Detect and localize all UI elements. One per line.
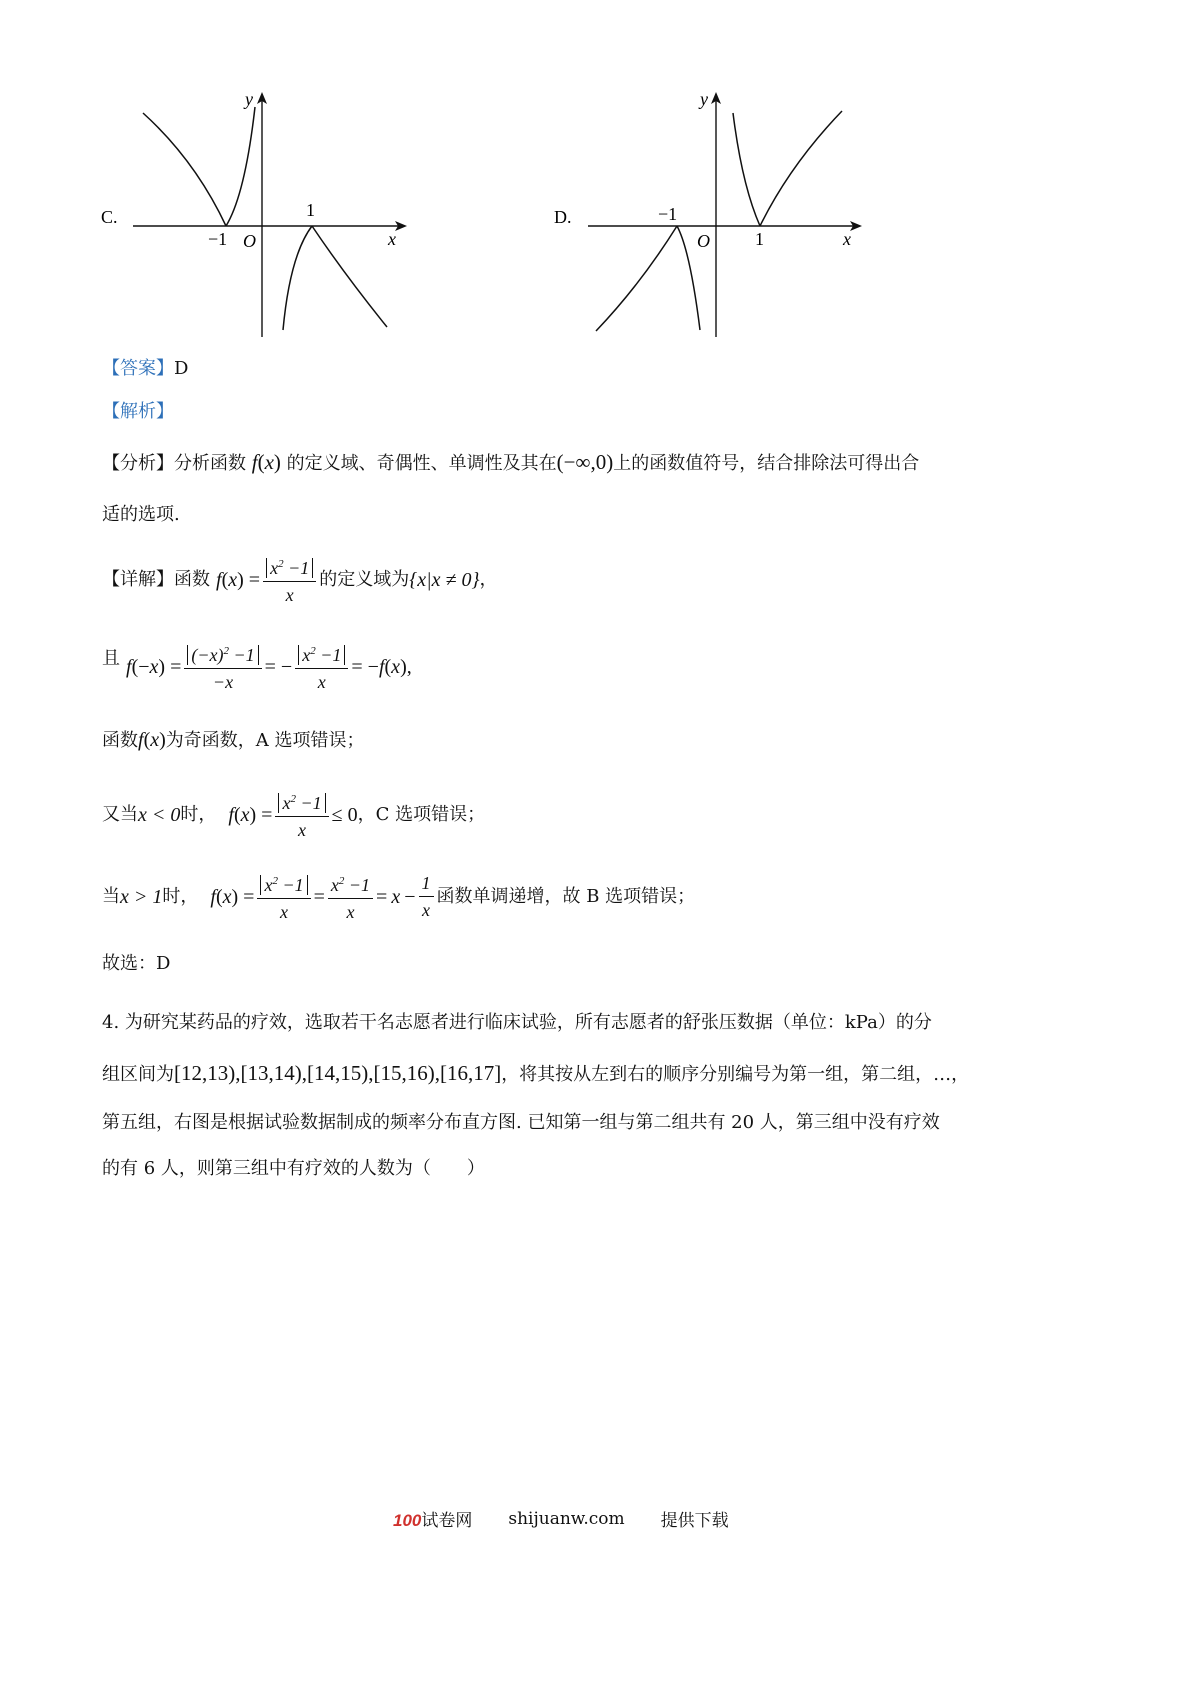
detail-line4-prefix: 又当 — [102, 803, 138, 825]
footer-site[interactable]: shijuanw.com — [508, 1508, 625, 1529]
detail-line4-suffix: ，C 选项错误； — [357, 803, 486, 825]
q4-line-3: 第五组，右图是根据试验数据制成的频率分布直方图. 已知第一组与第二组共有 20 人，第三组中没有疗效 — [102, 1112, 940, 1133]
detail-domain: {x|x ≠ 0} — [409, 568, 480, 591]
graph-c-label: C. — [101, 207, 118, 227]
fenxi-interval: (−∞,0) — [556, 450, 614, 474]
fenxi-tag: 【分析】 — [102, 453, 174, 474]
detail-line-1: 【详解】 函数 f ( x ) = $\frac{x^2 -1}{x}$ 的定义域为 {x|x ≠ 0} ， — [102, 553, 497, 606]
detail-line5-prefix: 当 — [102, 885, 120, 907]
detail-fraction-3: $\frac{x^2 -1}{x}$ — [295, 640, 348, 693]
detail-tag: 【详解】 — [102, 568, 174, 590]
graph-d-tick-neg: −1 — [658, 204, 678, 224]
fenxi-text-3: 上的函数值符号，结合排除法可得出合 — [613, 453, 920, 474]
q4-line2-suffix: ，将其按从左到右的顺序分别编号为第一组，第二组，…， — [501, 1064, 970, 1085]
detail-fraction-6: $\frac{x^2 -1}{x}$ — [328, 870, 373, 923]
detail-line4-cond: x < 0 — [138, 803, 181, 826]
detail-fraction-7: $\frac{1}{x}$ — [419, 872, 434, 921]
detail-line-4: 又当 x < 0 时， f ( x ) = $\frac{x^2 -1}{x}$ ≤ 0 ，C 选项错误； — [102, 788, 485, 841]
detail-line-5: 当 x > 1 时， f ( x ) = $\frac{x^2 -1}{x}$ = $\frac{x^2 -1}{x}$ = x − $\frac{1}{x}$ 函数单调递增，故 B 选项错误； — [102, 870, 695, 923]
detail-fraction-5: $\frac{x^2 -1}{x}$ — [257, 870, 310, 923]
detail-fraction-1: $\frac{x^2 -1}{x}$ — [263, 553, 316, 606]
detail-line5-time: 时， — [162, 885, 199, 907]
q4-line-4: 的有 6 人，则第三组中有疗效的人数为（ ） — [102, 1158, 485, 1179]
page-footer — [393, 1506, 729, 1531]
graph-d-tick-pos: 1 — [755, 229, 764, 249]
graph-d-origin: O — [697, 231, 710, 251]
graph-c-curve-right-outer — [312, 226, 387, 327]
fenxi-text-1: 分析函数 — [174, 453, 246, 474]
detail-line1-end: ， — [479, 568, 498, 590]
detail-line5-cond: x > 1 — [120, 885, 163, 908]
graph-c-curve-left-inner — [226, 107, 255, 226]
graph-c-y-label: y — [245, 89, 253, 109]
footer-logo — [393, 1506, 472, 1531]
detail-line-2: 且 f (− x ) = $\frac{(-x)^2 -1}{-x}$ = − $\frac{x^2 -1}{x}$ = − f ( x ), — [102, 640, 412, 693]
q4-line2-prefix: 组区间为 — [102, 1064, 174, 1085]
fenxi-text-2: 的定义域、奇偶性、单调性及其在 — [286, 453, 557, 474]
answer-tag: 【答案】 — [102, 358, 174, 379]
graph-d-y-label: y — [700, 89, 708, 109]
graph-d-label: D. — [554, 207, 572, 227]
analysis-tag: 【解析】 — [102, 401, 174, 422]
q4-intervals: [12,13),[13,14),[14,15),[15,16),[16,17] — [174, 1061, 502, 1085]
detail-line3-suffix: 为奇函数，A 选项错误； — [165, 730, 365, 751]
graph-d-curve-right-outer — [760, 111, 842, 226]
fenxi-line-1: 【分析】分析函数 f(x) 的定义域、奇偶性、单调性及其在(−∞,0)上的函数值符号，结合排除法可得出合 — [102, 450, 920, 474]
detail-line3-prefix: 函数 — [102, 730, 138, 751]
detail-conclusion: 故选：D — [102, 953, 171, 974]
detail-line1-mid: 的定义域为 — [319, 568, 410, 590]
graph-c-x-label: x — [388, 229, 396, 249]
detail-line-3: 函数f(x)为奇函数，A 选项错误； — [102, 729, 365, 751]
graph-c-curve-left-outer — [143, 113, 226, 226]
detail-fraction-2: $\frac{(-x)^2 -1}{-x}$ — [184, 640, 261, 693]
fenxi-line-2: 适的选项. — [102, 504, 180, 525]
answer-line — [102, 358, 188, 380]
q4-line-1: 4. 为研究某药品的疗效，选取若干名志愿者进行临床试验，所有志愿者的舒张压数据（单位：kPa）的分 — [102, 1012, 932, 1033]
answer-value: D — [174, 358, 189, 379]
detail-fraction-4: $\frac{x^2 -1}{x}$ — [275, 788, 328, 841]
graph-c-tick-pos: 1 — [306, 200, 315, 220]
detail-line4-time: 时， — [180, 803, 217, 825]
graph-option-c — [95, 85, 425, 345]
footer-download: 提供下载 — [660, 1511, 729, 1531]
graph-d-curve-right-inner — [733, 113, 760, 226]
graph-c-curve-right-inner — [283, 226, 312, 330]
graph-d-curve-left-outer — [596, 226, 677, 331]
detail-line2-prefix: 且 — [102, 647, 120, 669]
q4-line-2 — [102, 1062, 969, 1086]
fenxi-fx: f — [251, 450, 258, 474]
graph-c-tick-neg: −1 — [208, 229, 228, 249]
graph-option-d — [550, 85, 880, 345]
graph-c-origin: O — [243, 231, 256, 251]
detail-line5-suffix: 函数单调递增，故 B 选项错误； — [436, 885, 696, 907]
footer-logo-text: 试卷网 — [421, 1511, 473, 1531]
footer-logo-number: 100 — [393, 1511, 422, 1530]
detail-line1-prefix: 函数 — [174, 568, 210, 590]
graph-d-x-label: x — [843, 229, 851, 249]
